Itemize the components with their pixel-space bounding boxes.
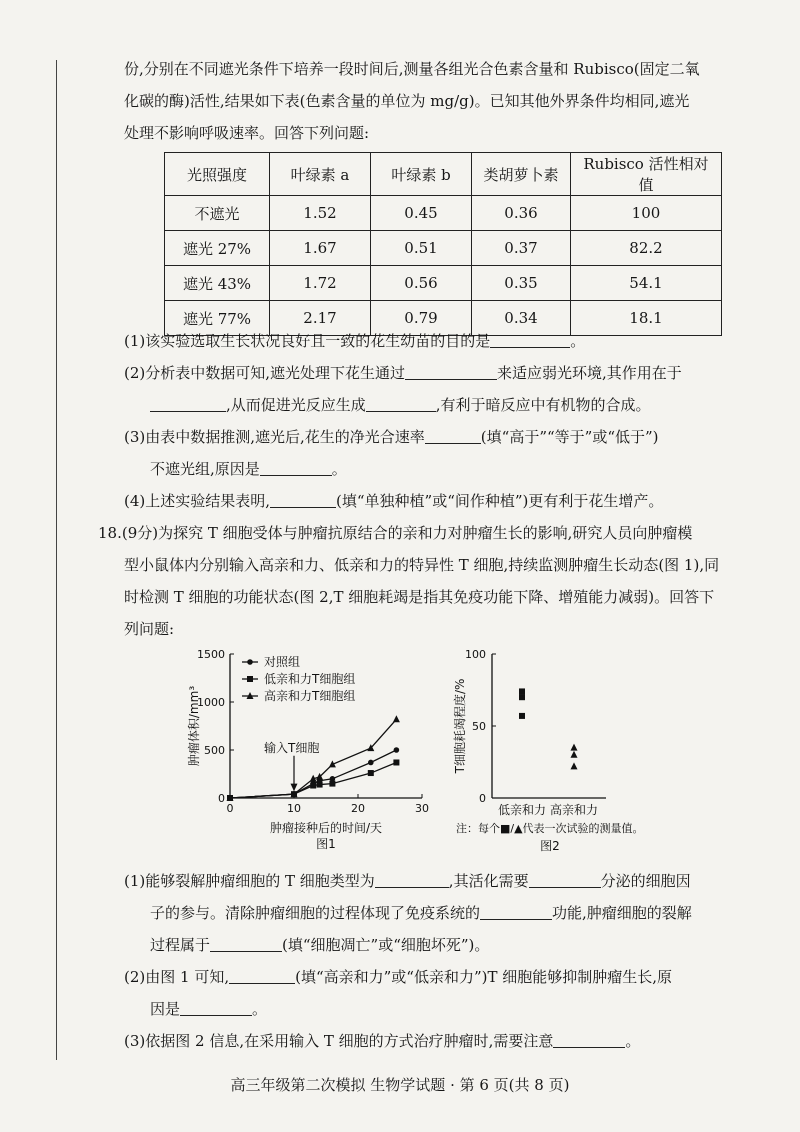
fig1-data-point xyxy=(368,770,374,776)
q18-2-text-d: 。 xyxy=(252,1000,268,1018)
fig2-data-point xyxy=(519,688,525,694)
q18-3 xyxy=(124,1030,640,1051)
fig1-y-axis-label: 肿瘤体积/mm³ xyxy=(187,685,201,767)
fig1-annotation: 输入T细胞 xyxy=(264,741,320,756)
table-cell: 2.17 xyxy=(270,301,371,336)
fig2-y-tick-label: 100 xyxy=(465,648,486,661)
q18-3-text-b: 。 xyxy=(625,1032,641,1050)
q18-1-text-d: 子的参与。清除肿瘤细胞的过程体现了免疫系统的 xyxy=(150,904,481,922)
table-cell: 0.35 xyxy=(472,266,571,301)
fig2-y-axis-label: T细胞耗竭程度/% xyxy=(453,678,467,774)
answer-blank[interactable] xyxy=(490,333,570,348)
q18-1-text: (1)能够裂解肿瘤细胞的 T 细胞类型为 xyxy=(124,872,375,890)
fig1-y-tick-label: 1500 xyxy=(197,648,225,661)
fig1-annotation-arrowhead xyxy=(291,784,298,792)
pigment-table xyxy=(164,152,722,336)
q17-3-text-d: 。 xyxy=(331,460,347,478)
q17-2-text-d: ,有利于暗反应中有机物的合成。 xyxy=(435,396,651,414)
fig2-y-tick-label: 50 xyxy=(472,720,486,733)
q17-3-text: (3)由表中数据推测,遮光后,花生的净光合速率 xyxy=(124,428,425,446)
table-cell: 1.67 xyxy=(270,231,371,266)
fig2-data-point xyxy=(571,762,578,769)
fig1-x-tick-label: 0 xyxy=(226,802,234,815)
table-cell: 1.72 xyxy=(270,266,371,301)
q17-2-text-b: 来适应弱光环境,其作用在于 xyxy=(497,364,682,382)
q17-4-text-b: (填“单独种植”或“间作种植”)更有利于花生增产。 xyxy=(336,492,664,510)
answer-blank[interactable] xyxy=(375,873,449,888)
fig1-data-point xyxy=(368,760,374,766)
fig2-y-tick-label: 0 xyxy=(479,792,486,805)
answer-blank[interactable] xyxy=(366,397,436,412)
fig1-legend-label: 对照组 xyxy=(264,655,301,669)
answer-blank[interactable] xyxy=(150,397,226,412)
q17-2-text: (2)分析表中数据可知,遮光处理下花生通过 xyxy=(124,364,406,382)
q18-2 xyxy=(124,966,672,987)
table-cell: 100 xyxy=(571,196,722,231)
fig2-data-point xyxy=(519,713,525,719)
fig1-data-point xyxy=(393,759,399,765)
page-footer: 高三年级第二次模拟 生物学试题 · 第 6 页(共 8 页) xyxy=(230,1076,570,1094)
q18-1 xyxy=(124,870,691,891)
q18-3-text: (3)依据图 2 信息,在采用输入 T 细胞的方式治疗肿瘤时,需要注意 xyxy=(124,1032,554,1050)
q18-1-text-f: 过程属于 xyxy=(150,936,211,954)
q18-1-text-b: ,其活化需要 xyxy=(448,872,529,890)
fig1-data-point xyxy=(329,781,335,787)
q18-stem-3: 时检测 T 细胞的功能状态(图 2,T 细胞耗竭是指其免疫功能下降、增殖能力减弱)。回答下 xyxy=(124,588,715,606)
q18-1-text-c: 分泌的细胞因 xyxy=(600,872,691,890)
q17-2 xyxy=(124,362,682,383)
table-cell: 18.1 xyxy=(571,301,722,336)
table-cell: 0.79 xyxy=(371,301,472,336)
table-row xyxy=(165,231,722,266)
fig2-note: 注：每个■/▲代表一次试验的测量值。 xyxy=(456,822,644,835)
q17-3-cont xyxy=(150,458,347,479)
q18-1-cont2 xyxy=(150,934,489,955)
answer-blank[interactable] xyxy=(210,937,282,952)
fig1-y-tick-label: 0 xyxy=(218,792,225,805)
q17-1 xyxy=(124,330,585,351)
answer-blank[interactable] xyxy=(529,873,601,888)
q18-stem-1: 18.(9分)为探究 T 细胞受体与肿瘤抗原结合的亲和力对肿瘤生长的影响,研究人员向肿瘤模 xyxy=(98,524,693,542)
fig1-data-point xyxy=(393,715,400,722)
q17-3 xyxy=(124,426,659,447)
table-cell: 遮光 27% xyxy=(165,231,270,266)
fig1-legend-label: 低亲和力T细胞组 xyxy=(264,672,356,686)
q18-stem-4: 列问题: xyxy=(124,620,175,638)
table-cell: 不遮光 xyxy=(165,196,270,231)
fig1-x-tick-label: 10 xyxy=(287,802,301,815)
q17-3-text-c: 不遮光组,原因是 xyxy=(150,460,260,478)
table-cell: 1.52 xyxy=(270,196,371,231)
fig2-data-point xyxy=(571,751,578,758)
q17-4 xyxy=(124,490,663,511)
fig1-data-point xyxy=(394,747,400,753)
q18-2-text-b: (填“高亲和力”或“低亲和力”)T 细胞能够抑制肿瘤生长,原 xyxy=(295,968,673,986)
table-cell: 0.34 xyxy=(472,301,571,336)
q17-4-text: (4)上述实验结果表明, xyxy=(124,492,271,510)
fig1-data-point xyxy=(310,783,316,789)
q18-1-text-e: 功能,肿瘤细胞的裂解 xyxy=(552,904,692,922)
answer-blank[interactable] xyxy=(405,365,497,380)
table-header: 叶绿素 b xyxy=(371,153,472,196)
fig1-y-tick-label: 1000 xyxy=(197,696,225,709)
fig1-data-point xyxy=(317,782,323,788)
table-cell: 0.56 xyxy=(371,266,472,301)
q18-2-text: (2)由图 1 可知, xyxy=(124,968,230,986)
answer-blank[interactable] xyxy=(270,493,336,508)
fig2-category-label: 高亲和力 xyxy=(549,803,599,817)
fig1-x-tick-label: 30 xyxy=(415,802,429,815)
fig2-title: 图2 xyxy=(540,839,560,853)
fig2-category-label: 低亲和力 xyxy=(497,803,547,817)
table-row xyxy=(165,266,722,301)
intro-line-1: 份,分别在不同遮光条件下培养一段时间后,测量各组光合色素含量和 Rubisco(固定二氧 xyxy=(124,60,700,78)
answer-blank[interactable] xyxy=(180,1001,252,1016)
table-header: 光照强度 xyxy=(165,153,270,196)
q18-2-text-c: 因是 xyxy=(150,1000,181,1018)
q18-2-cont xyxy=(150,998,267,1019)
table-header: 叶绿素 a xyxy=(270,153,371,196)
intro-line-3: 处理不影响呼吸速率。回答下列问题: xyxy=(124,124,370,142)
q18-1-text-g: (填“细胞凋亡”或“细胞坏死”)。 xyxy=(282,936,490,954)
table-cell: 0.51 xyxy=(371,231,472,266)
fig1-title: 图1 xyxy=(316,837,336,851)
answer-blank[interactable] xyxy=(260,461,332,476)
q17-2-text-c: ,从而促进光反应生成 xyxy=(226,396,366,414)
q18-stem-2: 型小鼠体内分别输入高亲和力、低亲和力的特异性 T 细胞,持续监测肿瘤生长动态(图 1),同 xyxy=(124,556,720,574)
table-row xyxy=(165,196,722,231)
table-cell: 0.45 xyxy=(371,196,472,231)
fig1-x-axis-label: 肿瘤接种后的时间/天 xyxy=(269,821,383,835)
binding-margin-line xyxy=(56,60,57,1060)
fig1-legend-label: 高亲和力T细胞组 xyxy=(264,689,356,703)
fig2-data-point xyxy=(519,694,525,700)
q17-1-end: 。 xyxy=(570,332,586,350)
table-header-row xyxy=(165,153,722,196)
q17-1-text: (1)该实验选取生长状况良好且一致的花生幼苗的目的是 xyxy=(124,332,491,350)
answer-blank[interactable] xyxy=(425,429,481,444)
q17-3-text-b: (填“高于”“等于”或“低于”) xyxy=(480,428,659,446)
intro-line-2: 化碳的酶)活性,结果如下表(色素含量的单位为 mg/g)。已知其他外界条件均相同,遮光 xyxy=(124,92,690,110)
fig1-legend-marker xyxy=(247,659,253,665)
q17-2-cont xyxy=(150,394,651,415)
fig1-legend-marker xyxy=(247,676,253,682)
table-cell: 遮光 43% xyxy=(165,266,270,301)
fig2-data-point xyxy=(571,744,578,751)
table-cell: 遮光 77% xyxy=(165,301,270,336)
q18-1-cont xyxy=(150,902,692,923)
table-header: 类胡萝卜素 xyxy=(472,153,571,196)
fig1-y-tick-label: 500 xyxy=(204,744,225,757)
fig1-x-tick-label: 20 xyxy=(351,802,365,815)
figures xyxy=(0,640,800,860)
answer-blank[interactable] xyxy=(229,969,295,984)
table-cell: 0.37 xyxy=(472,231,571,266)
answer-blank[interactable] xyxy=(553,1033,625,1048)
table-header: Rubisco 活性相对值 xyxy=(571,153,722,196)
table-cell: 54.1 xyxy=(571,266,722,301)
answer-blank[interactable] xyxy=(480,905,552,920)
table-cell: 82.2 xyxy=(571,231,722,266)
table-cell: 0.36 xyxy=(472,196,571,231)
